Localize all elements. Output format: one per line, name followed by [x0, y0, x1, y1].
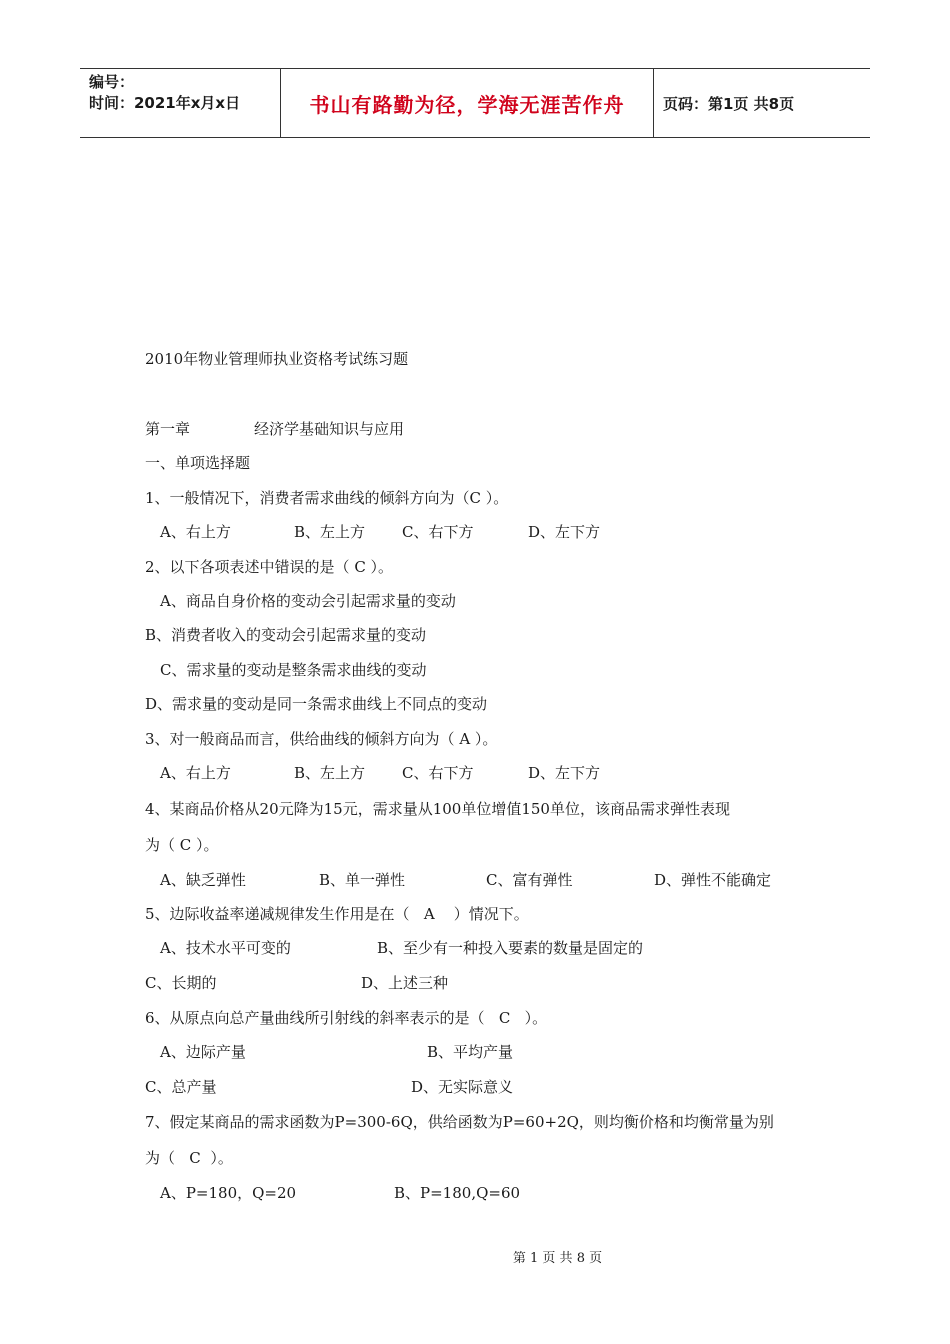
question-2: 2、以下各项表述中错误的是（ C ）。: [145, 558, 394, 576]
chapter-name: 经济学基础知识与应用: [254, 420, 405, 438]
header-page-info: 页码：第1页 共8页: [663, 94, 795, 113]
q7-option-b: B、P=180,Q=60: [394, 1184, 521, 1202]
header-motto-cell: [281, 69, 654, 137]
q6-option-b: B、平均产量: [427, 1043, 514, 1061]
q6-option-c: C、总产量: [145, 1078, 217, 1096]
header-meta: [80, 69, 281, 137]
header-motto: 书山有路勤为径，学海无涯苦作舟: [309, 92, 625, 117]
q3-option-b: B、左上方: [294, 764, 366, 782]
question-3: 3、对一般商品而言，供给曲线的倾斜方向为（ A ）。: [145, 730, 498, 748]
q3-option-c: C、右下方: [402, 764, 474, 782]
q5-option-c: C、长期的: [145, 974, 217, 992]
q2-option-a: A、商品自身价格的变动会引起需求量的变动: [160, 592, 456, 610]
q3-option-d: D、左下方: [528, 764, 601, 782]
q1-option-a: A、右上方: [160, 523, 231, 541]
q4-option-a: A、缺乏弹性: [160, 871, 246, 889]
q4-option-b: B、单一弹性: [319, 871, 406, 889]
document-number: 编号：: [89, 73, 135, 91]
q3-option-a: A、右上方: [160, 764, 231, 782]
q1-option-b: B、左上方: [294, 523, 366, 541]
document-title: 2010年物业管理师执业资格考试练习题: [145, 350, 409, 368]
q1-option-d: D、左下方: [528, 523, 601, 541]
q7-option-a: A、P=180，Q=20: [160, 1184, 297, 1202]
q5-option-a: A、技术水平可变的: [160, 939, 291, 957]
q5-option-d: D、上述三种: [361, 974, 449, 992]
q6-option-a: A、边际产量: [160, 1043, 246, 1061]
q4-option-d: D、弹性不能确定: [654, 871, 772, 889]
chapter-label: 第一章: [145, 420, 191, 438]
question-4-line-2: 为（ C ）。: [145, 836, 219, 854]
q1-option-c: C、右下方: [402, 523, 474, 541]
q2-option-d: D、需求量的变动是同一条需求曲线上不同点的变动: [145, 695, 488, 713]
q2-option-b: B、消费者收入的变动会引起需求量的变动: [145, 626, 427, 644]
q5-option-b: B、至少有一种投入要素的数量是固定的: [377, 939, 644, 957]
page-header: [80, 68, 870, 138]
question-1: 1、一般情况下，消费者需求曲线的倾斜方向为（C ）。: [145, 489, 509, 507]
question-5: 5、边际收益率递减规律发生作用是在（ A ）情况下。: [145, 905, 529, 923]
page-number: 第 1 页 共 8 页: [512, 1251, 603, 1266]
question-7-line-1: 7、假定某商品的需求函数为P=300-6Q，供给函数为P=60+2Q，则均衡价格和均衡常量为别: [145, 1113, 774, 1131]
page-footer: [0, 1247, 950, 1266]
q4-option-c: C、富有弹性: [486, 871, 573, 889]
question-4-line-1: 4、某商品价格从20元降为15元，需求量从100单位增值150单位，该商品需求弹性表现: [145, 800, 730, 818]
question-7-line-2: 为（ C ）。: [145, 1149, 233, 1167]
section-heading: 一、单项选择题: [145, 454, 251, 472]
document-date: 时间：2021年x月x日: [89, 94, 241, 112]
q2-option-c: C、需求量的变动是整条需求曲线的变动: [160, 661, 427, 679]
q6-option-d: D、无实际意义: [411, 1078, 514, 1096]
question-6: 6、从原点向总产量曲线所引射线的斜率表示的是（ C ）。: [145, 1009, 548, 1027]
